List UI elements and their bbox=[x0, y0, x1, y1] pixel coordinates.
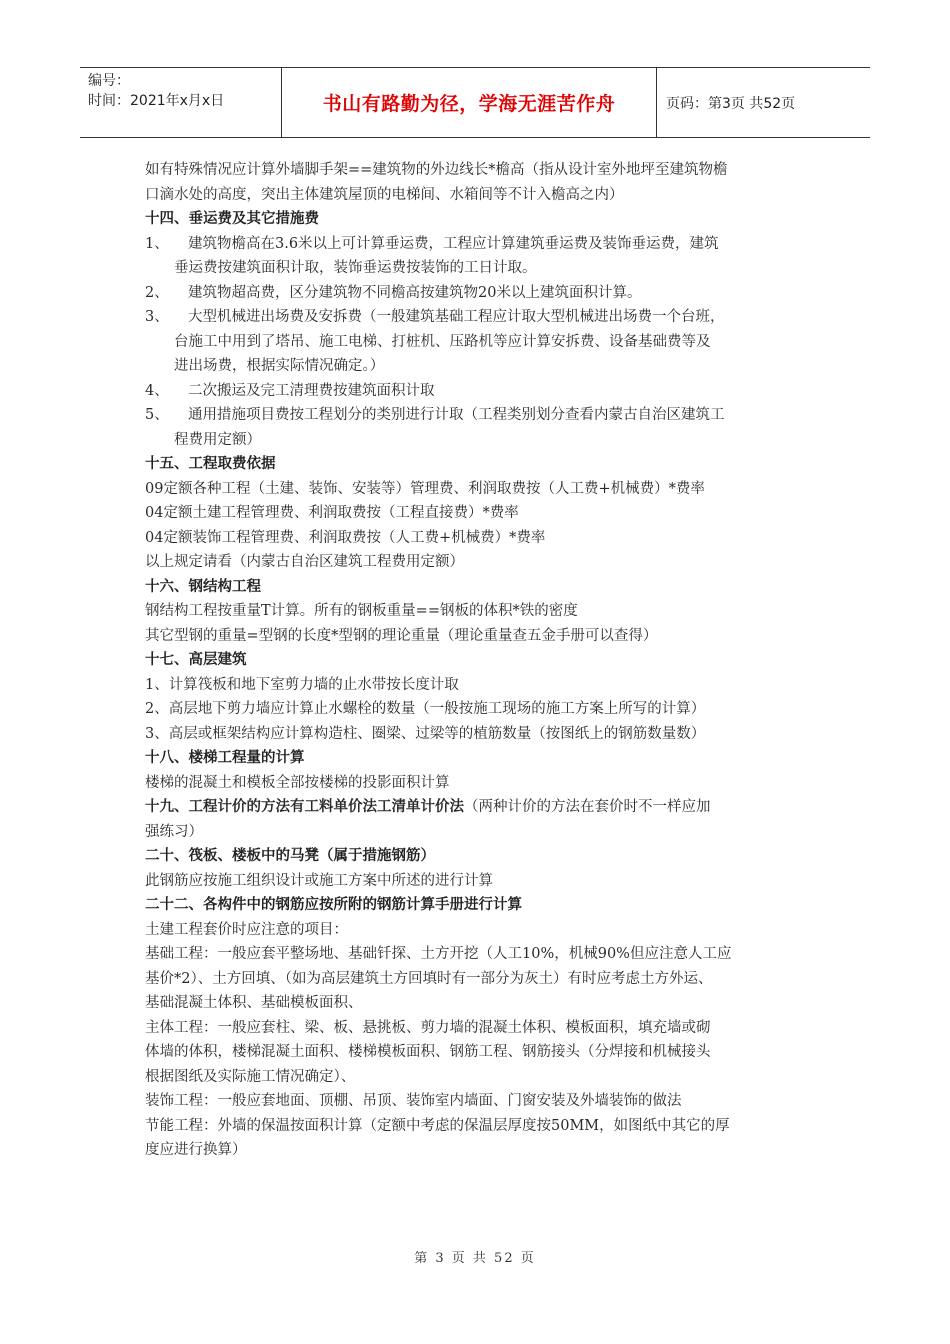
paragraph-line: 如有特殊情况应计算外墙脚手架==建筑物的外边线长*檐高（指从设计室外地坪至建筑物檐 bbox=[145, 162, 728, 178]
paragraph-line: 节能工程：外墙的保温按面积计算（定额中考虑的保温层厚度按50MM，如图纸中其它的厚 bbox=[145, 1117, 730, 1134]
section-heading: 十八、楼梯工程量的计算 bbox=[145, 750, 305, 766]
list-item bbox=[145, 305, 815, 379]
list-number: 2、 bbox=[145, 284, 169, 301]
section-heading: 十九、工程计价的方法有工料单价法工清单计价法 bbox=[145, 799, 464, 815]
page-header bbox=[80, 67, 870, 138]
header-info bbox=[80, 68, 282, 137]
paragraph-line: 04定额装饰工程管理费、利润取费按（人工费+机械费）*费率 bbox=[145, 529, 546, 546]
section-heading: 二十二、各构件中的钢筋应按所附的钢筋计算手册进行计算 bbox=[145, 897, 522, 913]
section-heading: 十四、垂运费及其它措施费 bbox=[145, 211, 319, 227]
section-heading: 十五、工程取费依据 bbox=[145, 456, 276, 472]
paragraph-line: 装饰工程：一般应套地面、顶棚、吊顶、装饰室内墙面、门窗安装及外墙装饰的做法 bbox=[145, 1093, 682, 1109]
page-footer bbox=[0, 1247, 950, 1266]
list-item bbox=[145, 232, 815, 281]
list-item-text: 通用措施项目费按工程划分的类别进行计取（工程类别划分查看内蒙古自治区建筑工 bbox=[188, 407, 725, 423]
paragraph-line: 口滴水处的高度，突出主体建筑屋顶的电梯间、水箱间等不计入檐高之内） bbox=[145, 186, 624, 203]
paragraph-line: 钢结构工程按重量T计算。所有的钢板重量==钢板的体积*铁的密度 bbox=[145, 603, 578, 619]
list-item-text: 台施工中用到了塔吊、施工电梯、打桩机、压路机等应计算安拆费、设备基础费等及 bbox=[174, 333, 711, 350]
list-item bbox=[145, 281, 815, 306]
list-item-text: 大型机械进出场费及安拆费（一般建筑基础工程应计取大型机械进出场费一个台班， bbox=[188, 309, 725, 325]
header-motto: 书山有路勤为径，学海无涯苦作舟 bbox=[322, 93, 616, 115]
section-heading: 二十、筏板、楼板中的马凳（属于措施钢筋） bbox=[145, 848, 435, 864]
list-item-text: 垂运费按建筑面积计取，装饰垂运费按装饰的工日计取。 bbox=[174, 260, 537, 276]
paragraph-line: 楼梯的混凝土和模板全部按楼梯的投影面积计算 bbox=[145, 774, 450, 791]
paragraph-line: 1、计算筏板和地下室剪力墙的止水带按长度计取 bbox=[145, 676, 459, 693]
section-heading: 十六、钢结构工程 bbox=[145, 578, 261, 595]
paragraph-line: 此钢筋应按施工组织设计或施工方案中所述的进行计算 bbox=[145, 872, 493, 889]
paragraph-line: 以上规定请看（内蒙古自治区建筑工程费用定额） bbox=[145, 554, 464, 570]
header-motto-cell bbox=[282, 68, 657, 137]
section-heading-line bbox=[145, 795, 815, 820]
heading-note: （两种计价的方法在套价时不一样应加 bbox=[464, 799, 711, 815]
paragraph-line: 基价*2）、土方回填、（如为高层建筑土方回填时有一部分为灰土）有时应考虑土方外运、 bbox=[145, 970, 713, 987]
list-number: 4、 bbox=[145, 382, 169, 399]
header-page-number: 页码：第3页 共52页 bbox=[666, 95, 796, 112]
doc-time-label: 时间：2021年x月x日 bbox=[88, 93, 225, 109]
list-item-text: 程费用定额） bbox=[174, 431, 261, 448]
paragraph-line: 04定额土建工程管理费、利润取费按（工程直接费）*费率 bbox=[145, 505, 519, 521]
list-number: 5、 bbox=[145, 407, 169, 423]
list-item-text: 二次搬运及完工清理费按建筑面积计取 bbox=[188, 382, 435, 399]
paragraph-line: 土建工程套价时应注意的项目： bbox=[145, 921, 348, 938]
footer-page-number: 第 3 页 共 52 页 bbox=[414, 1251, 536, 1266]
list-item bbox=[145, 379, 815, 404]
section-heading: 十七、高层建筑 bbox=[145, 652, 247, 668]
doc-number-label: 编号： bbox=[88, 73, 130, 89]
paragraph-line: 根据图纸及实际施工情况确定）、 bbox=[145, 1068, 356, 1085]
paragraph-line: 3、高层或框架结构应计算构造柱、圈梁、过梁等的植筋数量（按图纸上的钢筋数量数） bbox=[145, 725, 706, 742]
paragraph-line: 其它型钢的重量=型钢的长度*型钢的理论重量（理论重量查五金手册可以查得） bbox=[145, 627, 658, 644]
document-body bbox=[145, 158, 815, 1163]
list-number: 3、 bbox=[145, 309, 169, 325]
list-item-text: 建筑物超高费，区分建筑物不同檐高按建筑物20米以上建筑面积计算。 bbox=[188, 284, 642, 301]
list-number: 1、 bbox=[145, 235, 169, 252]
list-item bbox=[145, 403, 815, 452]
paragraph-line: 度应进行换算） bbox=[145, 1142, 247, 1158]
list-item-text: 建筑物檐高在3.6米以上可计算垂运费，工程应计算建筑垂运费及装饰垂运费，建筑 bbox=[188, 235, 719, 252]
paragraph-line: 强练习） bbox=[145, 823, 203, 840]
list-item-text: 进出场费，根据实际情况确定。） bbox=[174, 358, 385, 374]
paragraph-line: 主体工程：一般应套柱、梁、板、悬挑板、剪力墙的混凝土体积、模板面积，填充墙或砌 bbox=[145, 1019, 711, 1036]
paragraph-line: 体墙的体积，楼梯混凝土面积、楼梯模板面积、钢筋工程、钢筋接头（分焊接和机械接头 bbox=[145, 1044, 711, 1060]
paragraph-line: 基础混凝土体积、基础模板面积、 bbox=[145, 995, 363, 1011]
paragraph-line: 基础工程：一般应套平整场地、基础钎探、土方开挖（人工10%，机械90%但应注意人工应 bbox=[145, 946, 732, 962]
paragraph-line: 09定额各种工程（土建、装饰、安装等）管理费、利润取费按（人工费+机械费）*费率 bbox=[145, 480, 705, 497]
header-page-cell bbox=[657, 68, 870, 137]
paragraph-line: 2、高层地下剪力墙应计算止水螺栓的数量（一般按施工现场的施工方案上所写的计算） bbox=[145, 701, 706, 717]
